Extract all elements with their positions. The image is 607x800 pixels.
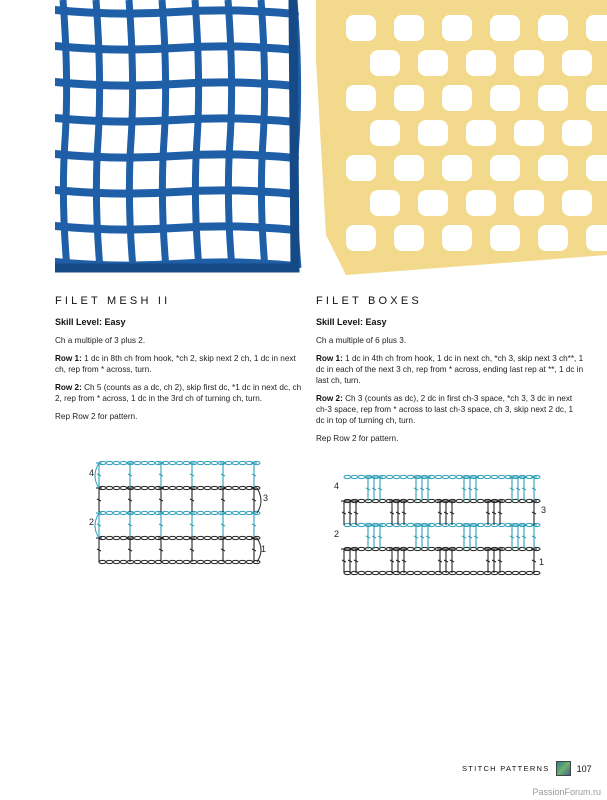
intro-text: Ch a multiple of 6 plus 3. <box>316 336 407 345</box>
boxes-chart-marks <box>341 475 540 574</box>
row-label-3: 3 <box>263 493 269 503</box>
filet-mesh-section <box>55 295 305 429</box>
filet-mesh-diagram <box>85 458 285 575</box>
row-label-4: 4 <box>89 468 95 478</box>
section-title: FILET MESH II <box>55 295 171 307</box>
row-2-instruction <box>316 393 584 426</box>
intro-text: Ch a multiple of 3 plus 2. <box>55 336 146 345</box>
page-number: 107 <box>576 763 592 774</box>
row-2-label: Row 2: <box>316 394 343 403</box>
yellow-swatch-image <box>316 0 607 275</box>
stitch-chart-boxes <box>330 465 550 577</box>
row-1-label: Row 1: <box>316 354 343 363</box>
stitch-chart-mesh <box>85 458 285 570</box>
skill-level: Skill Level: Easy <box>316 317 387 327</box>
repeat-text: Rep Row 2 for pattern. <box>55 412 138 421</box>
row-label-2: 2 <box>89 517 95 527</box>
row-label-1: 1 <box>539 557 545 567</box>
page-footer <box>462 761 592 776</box>
row-2-label: Row 2: <box>55 383 82 392</box>
watermark: PassionForum.ru <box>532 787 601 797</box>
row-1-instruction <box>55 353 305 375</box>
footer-section-label: STITCH PATTERNS <box>462 764 550 773</box>
blue-swatch-image <box>55 0 302 275</box>
filet-boxes-photo <box>316 0 607 275</box>
stitch-patterns-icon <box>556 761 571 776</box>
row-1-instruction <box>316 353 584 386</box>
row-1-text: 1 dc in 4th ch from hook, 1 dc in next ch, *ch 3, skip next 3 ch**, 1 dc in each of the next 3 ch, rep from * across, ending last rep at **, 1 dc in last ch, turn. <box>316 354 584 385</box>
row-1-text: 1 dc in 8th ch from hook, *ch 2, skip next 2 ch, 1 dc in next ch, rep from * across, turn. <box>55 354 296 374</box>
repeat-text: Rep Row 2 for pattern. <box>316 434 399 443</box>
row-label-2: 2 <box>334 529 340 539</box>
filet-mesh-photo <box>55 0 302 275</box>
filet-boxes-section <box>316 295 584 451</box>
filet-boxes-diagram <box>330 465 550 582</box>
row-label-4: 4 <box>334 481 340 491</box>
row-label-3: 3 <box>541 505 547 515</box>
boxes-grid <box>316 0 607 275</box>
row-2-text: Ch 5 (counts as a dc, ch 2), skip first dc, *1 dc in next dc, ch 2, rep from * across, 1 dc in the 3rd ch of turning ch, turn. <box>55 383 302 403</box>
skill-level: Skill Level: Easy <box>55 317 126 327</box>
row-label-1: 1 <box>261 544 267 554</box>
mesh-chart-marks <box>95 461 261 563</box>
section-title: FILET BOXES <box>316 295 422 307</box>
row-1-label: Row 1: <box>55 354 82 363</box>
row-2-text: Ch 3 (counts as dc), 2 dc in first ch-3 space, *ch 3, 3 dc in next ch-3 space, rep from * across to last ch-3 space, ch 3, skip next 2 dc, 1 dc in top of turning ch, turn. <box>316 394 574 425</box>
row-2-instruction <box>55 382 305 404</box>
